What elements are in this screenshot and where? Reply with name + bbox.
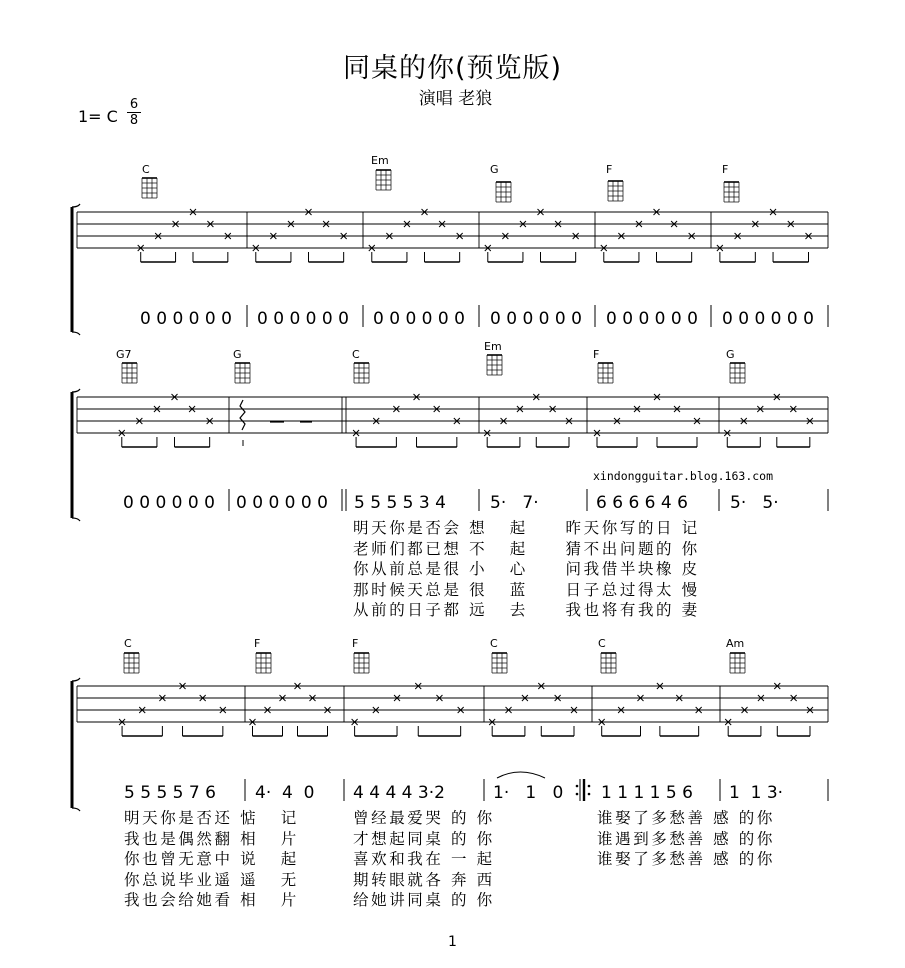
notation-measure: 6 6 6 6 4 6 — [596, 493, 688, 513]
chord-name: Am — [726, 637, 745, 650]
chord-name: G — [490, 163, 499, 176]
system-bracket — [72, 678, 80, 681]
lyric-line: 你也曾无意中 说 起 — [124, 850, 299, 868]
notation-measure: 1 1 3· — [729, 783, 784, 803]
lyric-line: 谁娶了多愁善 感 的你 — [597, 809, 775, 827]
lyric-line: 给她讲同桌 的 你 — [353, 891, 495, 909]
repeat-dot — [588, 785, 591, 788]
chord-name: C — [124, 637, 132, 650]
chord-name: F — [606, 163, 613, 176]
notation-measure: 0 0 0 0 0 0 — [140, 309, 232, 329]
notation-measure: 5· 7· — [490, 493, 539, 513]
lyric-line: 我也会给她看 相 片 — [124, 891, 299, 909]
notation-measure: 0 0 0 0 0 0 — [490, 309, 582, 329]
time-sig-top: 6 — [129, 97, 139, 112]
notation-measure: 0 0 0 0 0 0 — [236, 493, 328, 513]
chord-name: G — [726, 348, 735, 361]
chord-name: F — [352, 637, 359, 650]
time-sig-bottom: 8 — [129, 113, 139, 128]
system-bracket — [72, 204, 80, 207]
notation-measure: 1 1 1 1 5 6 — [601, 783, 693, 803]
notation-measure: 1· 1 0 — [493, 783, 564, 803]
lyric-line: 明天你是否会 想 起 昨天你写的日 记 — [353, 519, 700, 537]
lyric-line: 才想起同桌 的 你 — [353, 829, 495, 848]
singer-credit: 演唱 老狼 — [418, 89, 493, 109]
chord-name: C — [352, 348, 360, 361]
key-label: 1= C — [78, 107, 118, 126]
notation-measure: 0 0 0 0 0 0 — [373, 309, 465, 329]
chord-name: F — [254, 637, 261, 650]
chord-name: Em — [484, 340, 502, 353]
lyric-line: 期转眼就各 奔 西 — [353, 870, 495, 889]
repeat-dot — [588, 793, 591, 796]
notation-measure: 0 0 0 0 0 0 — [257, 309, 349, 329]
chord-name: Em — [371, 154, 389, 167]
page-number: 1 — [448, 934, 457, 950]
system-bracket — [72, 518, 80, 521]
lyrics-block — [124, 808, 299, 911]
notation-measure: 5 5 5 5 7 6 — [124, 783, 216, 803]
lyric-line: 我也是偶然翻 相 片 — [124, 829, 299, 848]
lyric-line: 喜欢和我在 一 起 — [353, 850, 495, 868]
lyrics-block — [353, 808, 495, 911]
lyric-line: 从前的日子都 远 去 我也将有我的 妻 — [353, 601, 700, 619]
lyric-line: 你从前总是很 小 心 问我借半块橡 皮 — [353, 560, 700, 578]
lyric-line: 曾经最爱哭 的 你 — [353, 809, 495, 827]
chord-name: C — [490, 637, 498, 650]
chord-name: C — [142, 163, 150, 176]
notation-measure: 4 4 4 4 3·2 — [353, 783, 445, 803]
repeat-dot — [576, 785, 579, 788]
song-title: 同桌的你(预览版) — [342, 53, 563, 84]
tie-arc — [497, 772, 545, 778]
rest-mark — [240, 400, 245, 430]
website-watermark: xindongguitar.blog.163.com — [593, 469, 774, 483]
lyric-line: 明天你是否还 惦 记 — [124, 809, 299, 827]
chord-name: G — [233, 348, 242, 361]
lyric-line: 谁娶了多愁善 感 的你 — [597, 850, 775, 868]
system-bracket — [72, 332, 80, 335]
system-bracket — [72, 389, 80, 392]
lyric-line: 那时候天总是 很 蓝 日子总过得太 慢 — [353, 580, 700, 599]
notation-measure: 5 5 5 5 3 4 — [354, 493, 446, 513]
lyrics-block — [353, 518, 700, 621]
repeat-dot — [576, 793, 579, 796]
notation-measure: 4· 4 0 — [255, 783, 315, 803]
lyric-line: 老师们都已想 不 起 猜不出问题的 你 — [353, 539, 700, 558]
notation-measure: 0 0 0 0 0 0 — [123, 493, 215, 513]
notation-measure: 5· 5· — [730, 493, 779, 513]
lyric-line: 你总说毕业遥 遥 无 — [124, 870, 299, 889]
chord-name: G7 — [116, 348, 132, 361]
chord-name: F — [722, 163, 729, 176]
chord-name: C — [598, 637, 606, 650]
notation-measure: 0 0 0 0 0 0 — [722, 309, 814, 329]
chord-name: F — [593, 348, 600, 361]
lyric-line: 谁遇到多愁善 感 的你 — [597, 829, 775, 848]
notation-measure: 0 0 0 0 0 0 — [606, 309, 698, 329]
lyrics-block — [597, 808, 775, 870]
system-bracket — [72, 808, 80, 811]
